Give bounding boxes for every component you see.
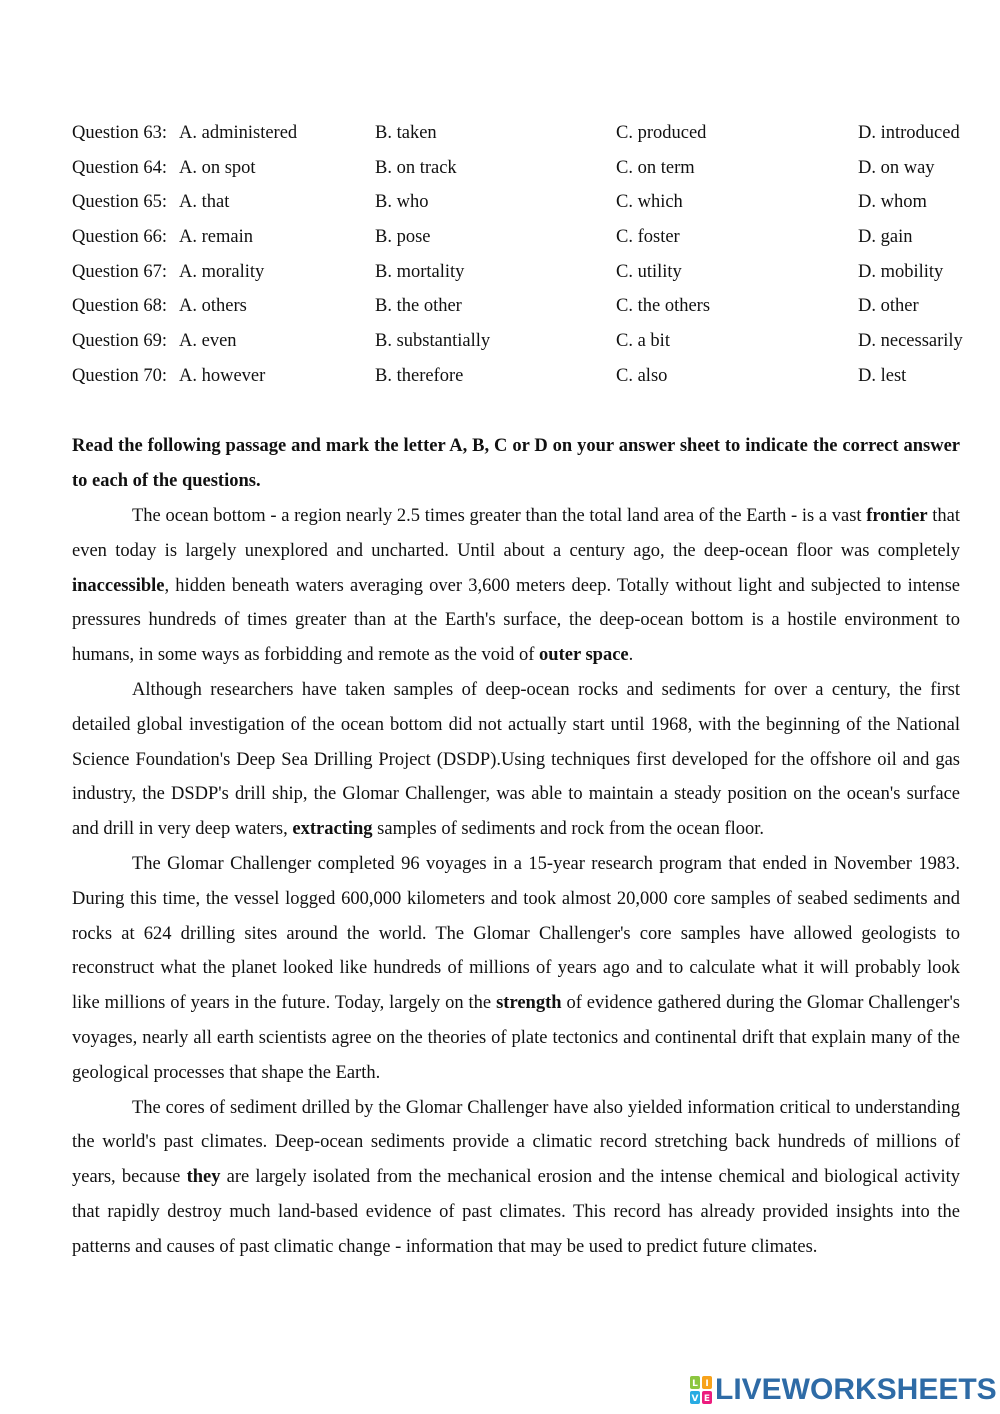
- option-a: A. on spot: [179, 157, 256, 178]
- option-b: B. substantially: [375, 331, 491, 352]
- highlighted-word: they: [186, 1167, 221, 1188]
- highlighted-word: outer space: [539, 645, 629, 666]
- option-d: D. necessarily: [858, 331, 963, 352]
- option-a: A. however: [179, 365, 266, 386]
- logo-mark-letter: I: [705, 1379, 709, 1389]
- logo-mark-letter: L: [692, 1379, 698, 1389]
- question-label: Question 63:: [72, 123, 168, 143]
- logo-mark-letter: E: [703, 1394, 711, 1404]
- reading-passage: [72, 499, 960, 1265]
- option-a: A. administered: [179, 123, 298, 143]
- option-c: C. a bit: [616, 331, 670, 352]
- highlighted-word: frontier: [866, 506, 928, 526]
- question-label: Question 65:: [72, 192, 168, 213]
- passage-paragraph-4: [72, 1091, 960, 1265]
- question-label: Question 70:: [72, 365, 168, 386]
- question-row-69: [72, 324, 982, 359]
- question-label: Question 64:: [72, 157, 168, 178]
- option-b: B. pose: [375, 227, 431, 248]
- option-c: C. utility: [616, 261, 682, 282]
- option-d: D. on way: [858, 157, 935, 178]
- passage-paragraph-3: [72, 847, 960, 1091]
- question-row-65: [72, 185, 982, 220]
- option-d: D. other: [858, 296, 919, 317]
- question-row-63: [72, 116, 982, 151]
- passage-text: The Glomar Challenger completed 96 voyages in a 15-year research program that ended in November 1983. During this time, the vessel logged 600,000 kilometers and took almost 20,000 core samples of seabed sediments and rocks at 624 drilling sites around the world. The Glomar Challenger's core samples have allowed geologists to reconstruct what the planet looked like hundreds of millions of years ago and to calculate what it will probably look like millions of years in the future. Today, largely on the: [72, 853, 960, 1014]
- option-c: C. foster: [616, 227, 680, 248]
- option-d: D. lest: [858, 365, 907, 386]
- highlighted-word: strength: [496, 993, 562, 1014]
- liveworksheets-logo-icon: [690, 1376, 712, 1404]
- passage-paragraph-2: [72, 673, 960, 847]
- passage-text: that even today is largely unexplored and uncharted. Until about a century ago, the deep-ocean floor was completely: [72, 506, 960, 561]
- passage-text: Although researchers have taken samples of deep-ocean rocks and sediments for over a century, the first detailed global investigation of the ocean bottom did not actually start until 1968, with the beginning of the National Science Foundation's Deep Sea Drilling Project (DSDP).Using techniques first developed for the offshore oil and gas industry, the DSDP's drill ship, the Glomar Challenger, was able to maintain a steady position on the ocean's surface and drill in very deep waters,: [72, 679, 960, 840]
- liveworksheets-logo: [690, 1372, 997, 1408]
- question-label: Question 69:: [72, 331, 168, 352]
- option-d: D. gain: [858, 227, 913, 248]
- question-label: Question 68:: [72, 296, 168, 317]
- question-row-67: [72, 255, 982, 290]
- option-d: D. whom: [858, 192, 927, 213]
- logo-text: LIVEWORKSHEETS: [715, 1373, 997, 1406]
- option-c: C. which: [616, 192, 683, 213]
- question-row-66: [72, 220, 982, 255]
- passage-text: samples of sediments and rock from the ocean floor.: [372, 819, 765, 840]
- option-a: A. others: [179, 296, 247, 317]
- passage-text: The cores of sediment drilled by the Glomar Challenger have also yielded information critical to understanding the world's past climates. Deep-ocean sediments provide a climatic record stretching back hundreds of millions of years, because: [72, 1097, 960, 1188]
- option-b: B. on track: [375, 157, 457, 178]
- option-c: C. on term: [616, 157, 695, 178]
- passage-text: of evidence gathered during the Glomar Challenger's voyages, nearly all earth scientists agree on the theories of plate tectonics and continental drift that explain many of the geological processes that shape the Earth.: [72, 993, 960, 1083]
- option-b: B. mortality: [375, 261, 465, 282]
- option-b: B. therefore: [375, 365, 464, 386]
- logo-mark-letter: V: [691, 1394, 699, 1404]
- passage-text: are largely isolated from the mechanical erosion and the intense chemical and biological activity that rapidly destroy much land-based evidence of past climates. This record has already provided insights into the patterns and causes of past climatic change - information that may be used to predict future climates.: [72, 1167, 961, 1257]
- highlighted-word: extracting: [292, 819, 373, 840]
- option-a: A. remain: [179, 227, 253, 248]
- option-d: D. mobility: [858, 261, 944, 282]
- option-b: B. taken: [375, 123, 437, 143]
- answer-options-table: [72, 116, 982, 394]
- passage-text: The ocean bottom - a region nearly 2.5 times greater than the total land area of the Earth - is a vast: [132, 506, 867, 526]
- passage-text: .: [628, 645, 634, 666]
- question-row-64: [72, 151, 982, 186]
- option-b: B. the other: [375, 296, 462, 317]
- passage-text: , hidden beneath waters averaging over 3,600 meters deep. Totally without light and subjected to intense pressures hundreds of times greater than at the Earth's surface, the deep-ocean bottom is a hostile environment to humans, in some ways as forbidding and remote as the void of: [72, 575, 960, 666]
- option-c: C. the others: [616, 296, 711, 317]
- question-row-70: [72, 359, 982, 394]
- option-c: C. produced: [616, 123, 707, 143]
- question-label: Question 67:: [72, 261, 168, 282]
- option-a: A. that: [179, 192, 230, 213]
- option-a: A. even: [179, 331, 237, 352]
- reading-instruction: Read the following passage and mark the letter A, B, C or D on your answer sheet to indicate the correct answer to each of the questions.: [72, 436, 960, 491]
- highlighted-word: inaccessible: [72, 575, 165, 596]
- question-row-68: [72, 289, 982, 324]
- option-a: A. morality: [179, 261, 265, 282]
- option-b: B. who: [375, 192, 429, 213]
- option-d: D. introduced: [858, 123, 960, 143]
- passage-paragraph-1: [72, 499, 960, 673]
- option-c: C. also: [616, 365, 668, 386]
- question-label: Question 66:: [72, 227, 168, 248]
